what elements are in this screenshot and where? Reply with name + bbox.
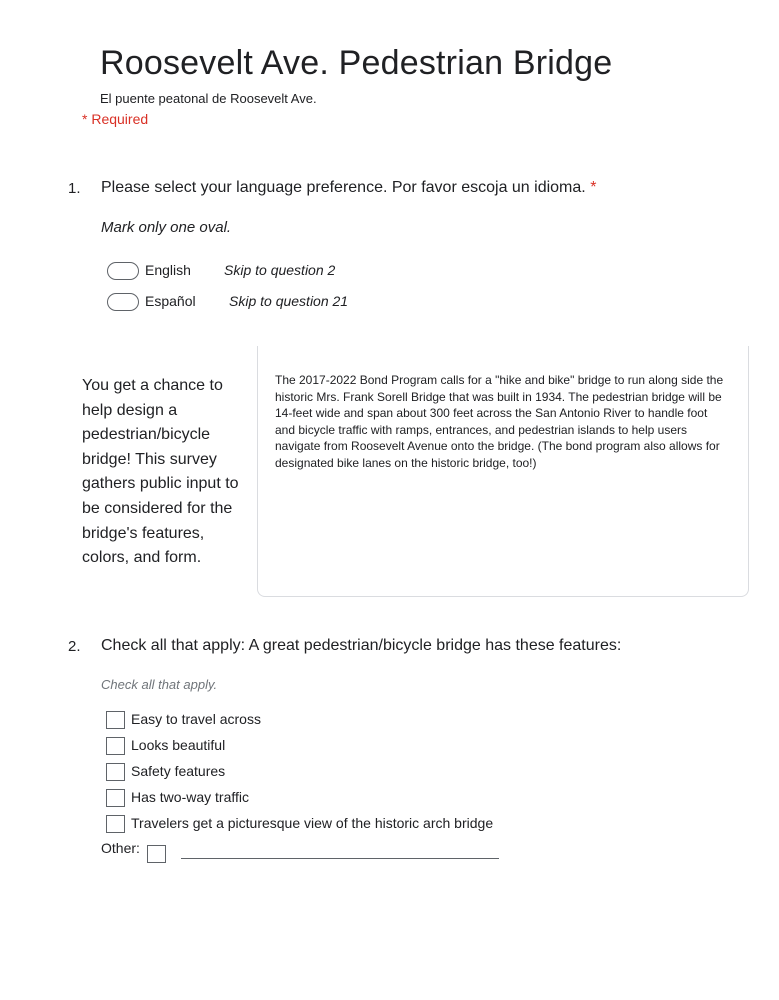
question-2-number: 2. bbox=[68, 638, 81, 655]
checkbox-option-two-way-traffic[interactable] bbox=[106, 788, 306, 808]
form-title: Roosevelt Ave. Pedestrian Bridge bbox=[100, 44, 613, 82]
option-english[interactable] bbox=[107, 261, 367, 281]
checkbox[interactable] bbox=[106, 815, 125, 833]
skip-note-espanol: Skip to question 21 bbox=[229, 293, 349, 309]
section-side-text: You get a chance to help design a pedestrian/bicycle bridge! This survey gathers public input to be considered for the bridge's features, colors, and form. bbox=[82, 377, 239, 567]
checkbox[interactable] bbox=[106, 737, 125, 755]
checkbox-label: Travelers get a picturesque view of the historic arch bridge bbox=[131, 815, 494, 831]
radio-oval-english[interactable] bbox=[107, 262, 139, 280]
other-text-input[interactable] bbox=[181, 858, 499, 859]
required-star: * bbox=[590, 179, 597, 196]
question-1-title bbox=[101, 179, 596, 197]
option-english-label: English bbox=[145, 262, 191, 278]
question-2-text: Check all that apply: A great pedestrian/bicycle bridge has these features: bbox=[101, 637, 622, 654]
option-espanol[interactable] bbox=[107, 292, 387, 312]
checkbox-option-safety-features[interactable] bbox=[106, 762, 306, 782]
question-2-instruction: Check all that apply. bbox=[101, 677, 218, 692]
checkbox-label: Easy to travel across bbox=[131, 711, 261, 727]
checkbox-option-picturesque-view[interactable] bbox=[106, 814, 536, 834]
checkbox-option-easy-travel[interactable] bbox=[106, 710, 306, 730]
required-note: * Required bbox=[82, 111, 149, 127]
description-text: The 2017-2022 Bond Program calls for a "hike and bike" bridge to run along side the historic Mrs. Frank Sorell Bridge that was built in 1934. The pedestrian bridge will be 14-feet wide and span about 300 feet across the San Antonio River to handle foot and bicycle traffic with ramps, entrances, and pedestrian islands to help users navigate from Roosevelt Avenue onto the bridge. (The bond program also allows for designated bike lanes on the historic bridge, too!) bbox=[275, 373, 724, 470]
checkbox-label: Looks beautiful bbox=[131, 737, 226, 753]
checkbox[interactable] bbox=[106, 763, 125, 781]
question-1-instruction: Mark only one oval. bbox=[101, 219, 232, 236]
checkbox-option-looks-beautiful[interactable] bbox=[106, 736, 306, 756]
checkbox[interactable] bbox=[106, 789, 125, 807]
other-checkbox[interactable] bbox=[147, 845, 166, 863]
question-1-text: Please select your language preference. Por favor escoja un idioma. bbox=[101, 179, 586, 196]
question-1-number: 1. bbox=[68, 180, 81, 197]
skip-note-english: Skip to question 2 bbox=[224, 262, 336, 278]
form-subtitle: El puente peatonal de Roosevelt Ave. bbox=[100, 91, 317, 106]
option-espanol-label: Español bbox=[145, 293, 196, 309]
other-label: Other: bbox=[101, 840, 140, 856]
checkbox-label: Safety features bbox=[131, 763, 226, 779]
checkbox-label: Has two-way traffic bbox=[131, 789, 249, 805]
checkbox[interactable] bbox=[106, 711, 125, 729]
radio-oval-espanol[interactable] bbox=[107, 293, 139, 311]
